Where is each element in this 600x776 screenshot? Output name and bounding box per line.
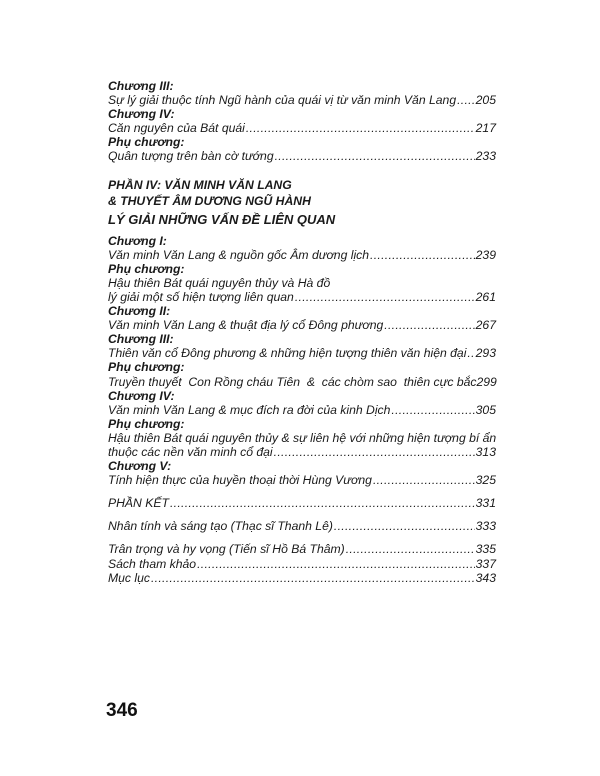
toc-entry[interactable] xyxy=(108,121,496,135)
toc-entry-title-line: Hậu thiên Bát quái nguyên thủy & sự liên hệ với những hiện tượng bí ẩn xyxy=(108,430,497,445)
chapter-heading: Chương I: xyxy=(108,233,167,248)
toc-entry-page: 335 xyxy=(475,542,496,557)
appendix-heading: Phụ chương: xyxy=(108,416,185,431)
dot-leader xyxy=(274,445,475,459)
toc-entry-title: Tính hiện thực của huyền thoại thời Hùng Vương xyxy=(108,473,372,488)
toc-entry-page: 261 xyxy=(475,289,496,304)
toc-entry-title: PHẦN KẾT xyxy=(108,496,169,511)
toc-entry[interactable] xyxy=(108,375,496,389)
toc-entry-page: 293 xyxy=(475,346,496,361)
toc-entry-title: Thiên văn cổ Đông phương & những hiện tượng thiên văn hiện đại xyxy=(108,346,467,361)
dot-leader xyxy=(197,557,475,571)
toc-entry[interactable] xyxy=(108,248,496,262)
toc-entry[interactable] xyxy=(108,519,496,533)
chapter-heading: Chương II: xyxy=(108,304,171,319)
dot-leader xyxy=(151,571,475,585)
toc-entry[interactable] xyxy=(108,557,496,571)
toc-entry-page: 233 xyxy=(475,149,496,164)
toc-entry-title: Sách tham khảo xyxy=(108,556,197,571)
chapter-heading: Chương IV: xyxy=(108,107,175,122)
toc-entry[interactable] xyxy=(108,571,496,585)
chapter-heading: Phụ chương: xyxy=(108,135,185,150)
toc-entry-page: 217 xyxy=(475,121,496,136)
toc-entry-page: 205 xyxy=(475,93,496,108)
appendix-heading: Phụ chương: xyxy=(108,261,185,276)
toc-entry-page: 313 xyxy=(475,444,496,459)
toc-entry-conclusion[interactable] xyxy=(108,496,496,510)
toc-entry-page: 299 xyxy=(476,374,497,389)
chapter-heading: Chương III: xyxy=(108,79,174,93)
toc-entry-title: Sự lý giải thuộc tính Ngũ hành của quái vị từ văn minh Văn Lang xyxy=(108,93,457,108)
toc-entry-title: Truyền thuyết Con Rồng cháu Tiên & các chòm sao thiên cực bắc xyxy=(108,374,477,389)
page-number: 346 xyxy=(106,700,138,721)
dot-leader xyxy=(384,318,474,332)
toc-entry-page: 267 xyxy=(475,318,496,333)
toc-entry[interactable] xyxy=(108,542,496,556)
dot-leader xyxy=(334,519,475,533)
table-of-contents xyxy=(108,79,496,585)
toc-entry-title: thuộc các nền văn minh cổ đại xyxy=(108,444,273,459)
toc-entry[interactable] xyxy=(108,93,496,107)
dot-leader xyxy=(457,93,475,107)
part-title: PHẦN IV: VĂN MINH VĂN LANG xyxy=(108,177,292,192)
toc-entry[interactable] xyxy=(108,445,496,459)
toc-entry-title: Trân trọng và hy vọng (Tiến sĩ Hồ Bá Thâm) xyxy=(108,542,345,557)
chapter-heading: Chương V: xyxy=(108,459,172,474)
toc-entry-page: 239 xyxy=(475,247,496,262)
toc-entry-page: 331 xyxy=(475,496,496,511)
toc-entry-title: Nhân tính và sáng tạo (Thạc sĩ Thanh Lê) xyxy=(108,519,333,534)
dot-leader xyxy=(373,473,475,487)
toc-entry-page: 325 xyxy=(475,473,496,488)
toc-entry-page: 337 xyxy=(475,556,496,571)
part-title: & THUYẾT ÂM DƯƠNG NGŨ HÀNH xyxy=(108,193,311,208)
toc-entry-page: 333 xyxy=(475,519,496,534)
toc-entry-title-line: Hậu thiên Bát quái nguyên thủy và Hà đồ xyxy=(108,275,331,290)
toc-entry[interactable] xyxy=(108,149,496,163)
toc-entry-title: Quân tượng trên bàn cờ tướng xyxy=(108,149,274,164)
toc-entry[interactable] xyxy=(108,318,496,332)
toc-entry-title: Văn minh Văn Lang & nguồn gốc Âm dương lịch xyxy=(108,247,370,262)
dot-leader xyxy=(295,290,475,304)
toc-entry-title: Văn minh Văn Lang & mục đích ra đời của kinh Dịch xyxy=(108,402,391,417)
dot-leader xyxy=(246,121,475,135)
toc-entry-title: Mục lục xyxy=(108,570,150,585)
dot-leader xyxy=(391,403,474,417)
toc-entry[interactable] xyxy=(108,290,496,304)
toc-entry-page: 343 xyxy=(475,570,496,585)
dot-leader xyxy=(467,346,474,360)
toc-entry-title: Văn minh Văn Lang & thuật địa lý cổ Đông phương xyxy=(108,318,384,333)
toc-entry[interactable] xyxy=(108,473,496,487)
toc-entry[interactable] xyxy=(108,346,496,360)
appendix-heading: Phụ chương: xyxy=(108,360,185,375)
chapter-heading: Chương III: xyxy=(108,332,174,347)
toc-entry-title: lý giải một số hiện tượng liên quan xyxy=(108,289,294,304)
part-title: LÝ GIẢI NHỮNG VẤN ĐỀ LIÊN QUAN xyxy=(108,211,336,227)
toc-entry-page: 305 xyxy=(475,402,496,417)
dot-leader xyxy=(370,248,475,262)
toc-entry-title: Căn nguyên của Bát quái xyxy=(108,121,245,136)
toc-entry[interactable] xyxy=(108,403,496,417)
chapter-heading: Chương IV: xyxy=(108,388,175,403)
dot-leader xyxy=(275,149,475,163)
dot-leader xyxy=(170,496,475,510)
dot-leader xyxy=(346,542,475,556)
